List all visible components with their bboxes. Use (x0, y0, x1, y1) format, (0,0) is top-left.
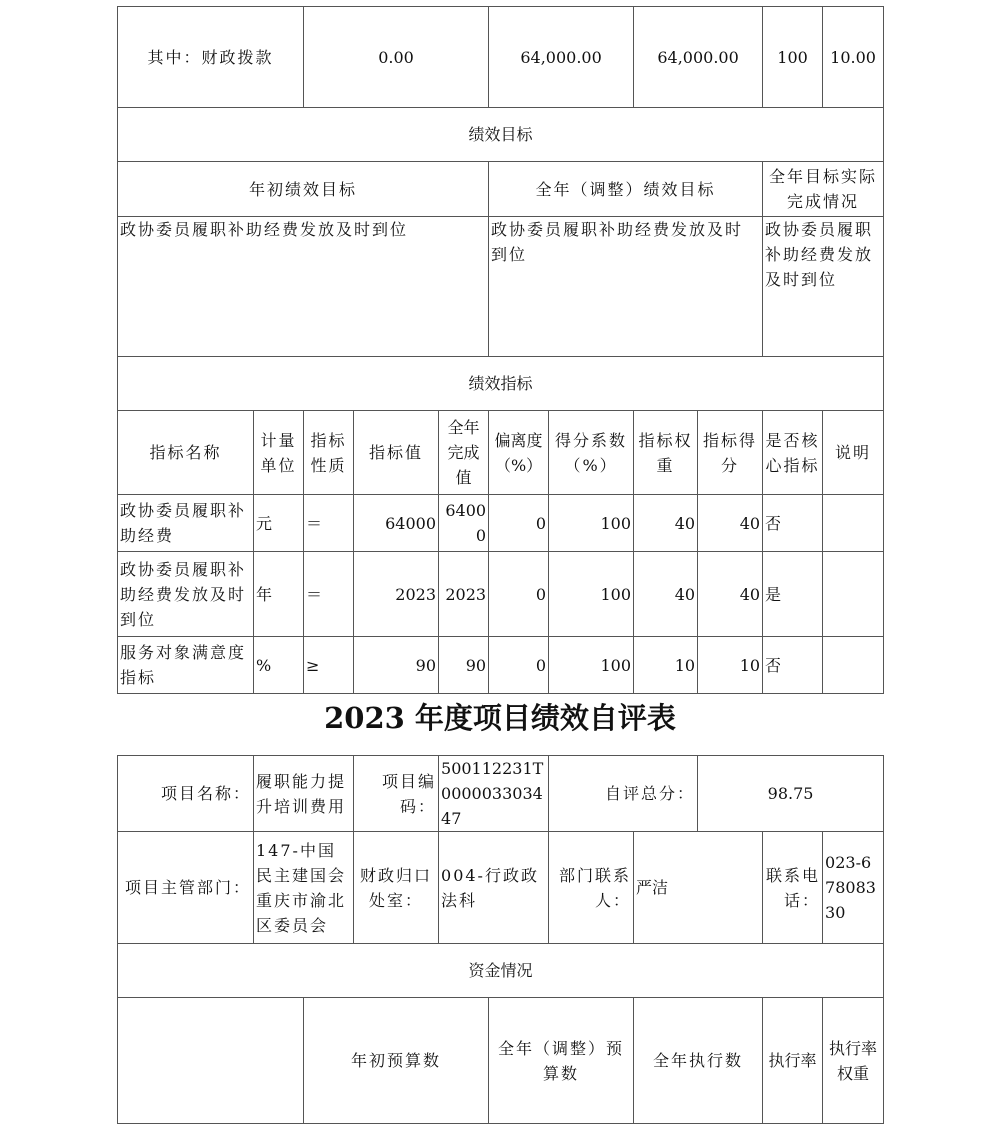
indicator-actual: 64000 (439, 495, 489, 552)
project-name-value: 履职能力提升培训费用 (254, 756, 354, 832)
project-code-value: 500112231T000003303447 (439, 756, 549, 832)
project-name-label: 项目名称： (118, 756, 254, 832)
header-unit: 计量单位 (254, 411, 304, 495)
indicator-name: 服务对象满意度指标 (118, 637, 254, 694)
indicator-notes (823, 552, 884, 637)
indicator-core: 否 (763, 495, 823, 552)
indicator-score: 10 (698, 637, 763, 694)
initial-budget-value: 0.00 (304, 7, 489, 108)
header-score: 指标得分 (698, 411, 763, 495)
execution-rate-value: 100 (763, 7, 823, 108)
dept-label: 项目主管部门： (118, 832, 254, 944)
indicator-deviation: 0 (489, 495, 549, 552)
indicator-name: 政协委员履职补助经费 (118, 495, 254, 552)
finance-office-value: 004-行政政法科 (439, 832, 549, 944)
indicator-coefficient: 100 (549, 495, 634, 552)
dept-value: 147-中国民主建国会重庆市渝北区委员会 (254, 832, 354, 944)
goals-heading: 绩效目标 (118, 108, 884, 162)
indicator-target: 2023 (354, 552, 439, 637)
indicator-notes (823, 495, 884, 552)
indicator-deviation: 0 (489, 637, 549, 694)
contact-label: 部门联系人： (549, 832, 634, 944)
funds-header-execution-rate: 执行率 (763, 998, 823, 1124)
funds-header-executed: 全年执行数 (634, 998, 763, 1124)
contact-value: 严洁 (634, 832, 763, 944)
indicator-name: 政协委员履职补助经费发放及时到位 (118, 552, 254, 637)
funds-header-initial-budget: 年初预算数 (304, 998, 489, 1124)
header-weight: 指标权重 (634, 411, 698, 495)
header-notes: 说明 (823, 411, 884, 495)
initial-goal-text: 政协委员履职补助经费发放及时到位 (118, 217, 489, 357)
finance-office-label: 财政归口处室： (354, 832, 439, 944)
indicator-weight: 10 (634, 637, 698, 694)
rate-weight-value: 10.00 (823, 7, 884, 108)
funds-header-row (118, 998, 884, 1124)
indicator-nature: ＝ (304, 552, 354, 637)
indicator-unit: 年 (254, 552, 304, 637)
indicator-core: 是 (763, 552, 823, 637)
indicator-actual: 2023 (439, 552, 489, 637)
project-code-label: 项目编码： (354, 756, 439, 832)
header-nature: 指标性质 (304, 411, 354, 495)
performance-table-continued (117, 6, 884, 694)
indicator-notes (823, 637, 884, 694)
funds-header-blank (118, 998, 304, 1124)
table-row (118, 552, 884, 637)
funds-header-rate-weight: 执行率权重 (823, 998, 884, 1124)
actual-completion-text: 政协委员履职补助经费发放及时到位 (763, 217, 884, 357)
table-row (118, 637, 884, 694)
indicator-target: 64000 (354, 495, 439, 552)
indicator-weight: 40 (634, 495, 698, 552)
header-indicator-name: 指标名称 (118, 411, 254, 495)
page-title: 2023 年度项目绩效自评表 (324, 701, 676, 735)
project-info-row (118, 756, 884, 832)
header-score-coefficient: 得分系数（%） (549, 411, 634, 495)
executed-value: 64,000.00 (634, 7, 763, 108)
indicator-target: 90 (354, 637, 439, 694)
phone-label: 联系电话： (763, 832, 823, 944)
self-score-label: 自评总分： (549, 756, 698, 832)
header-actual-value: 全年完成值 (439, 411, 489, 495)
adjusted-goal-header: 全年（调整）绩效目标 (489, 162, 763, 217)
indicator-unit: 元 (254, 495, 304, 552)
header-target-value: 指标值 (354, 411, 439, 495)
indicator-coefficient: 100 (549, 552, 634, 637)
indicator-weight: 40 (634, 552, 698, 637)
financial-allocation-row (118, 7, 884, 108)
indicator-score: 40 (698, 495, 763, 552)
indicator-actual: 90 (439, 637, 489, 694)
self-score-value: 98.75 (698, 756, 884, 832)
actual-completion-header: 全年目标实际完成情况 (763, 162, 884, 217)
adjusted-budget-value: 64,000.00 (489, 7, 634, 108)
indicator-nature: ≥ (304, 637, 354, 694)
header-deviation: 偏离度（%） (489, 411, 549, 495)
indicator-unit: % (254, 637, 304, 694)
funds-header-adjusted-budget: 全年（调整）预算数 (489, 998, 634, 1124)
header-core-indicator: 是否核心指标 (763, 411, 823, 495)
table-row (118, 495, 884, 552)
indicator-nature: ＝ (304, 495, 354, 552)
indicator-score: 40 (698, 552, 763, 637)
funding-label: 其中：财政拨款 (118, 7, 304, 108)
phone-value: 023-67808330 (823, 832, 884, 944)
indicator-coefficient: 100 (549, 637, 634, 694)
indicator-core: 否 (763, 637, 823, 694)
indicator-header-row (118, 411, 884, 495)
indicator-deviation: 0 (489, 552, 549, 637)
project-self-evaluation-table (117, 755, 884, 1124)
funds-heading: 资金情况 (118, 944, 884, 998)
adjusted-goal-text: 政协委员履职补助经费发放及时到位 (489, 217, 763, 357)
initial-goal-header: 年初绩效目标 (118, 162, 489, 217)
indicators-heading: 绩效指标 (118, 357, 884, 411)
department-row (118, 832, 884, 944)
